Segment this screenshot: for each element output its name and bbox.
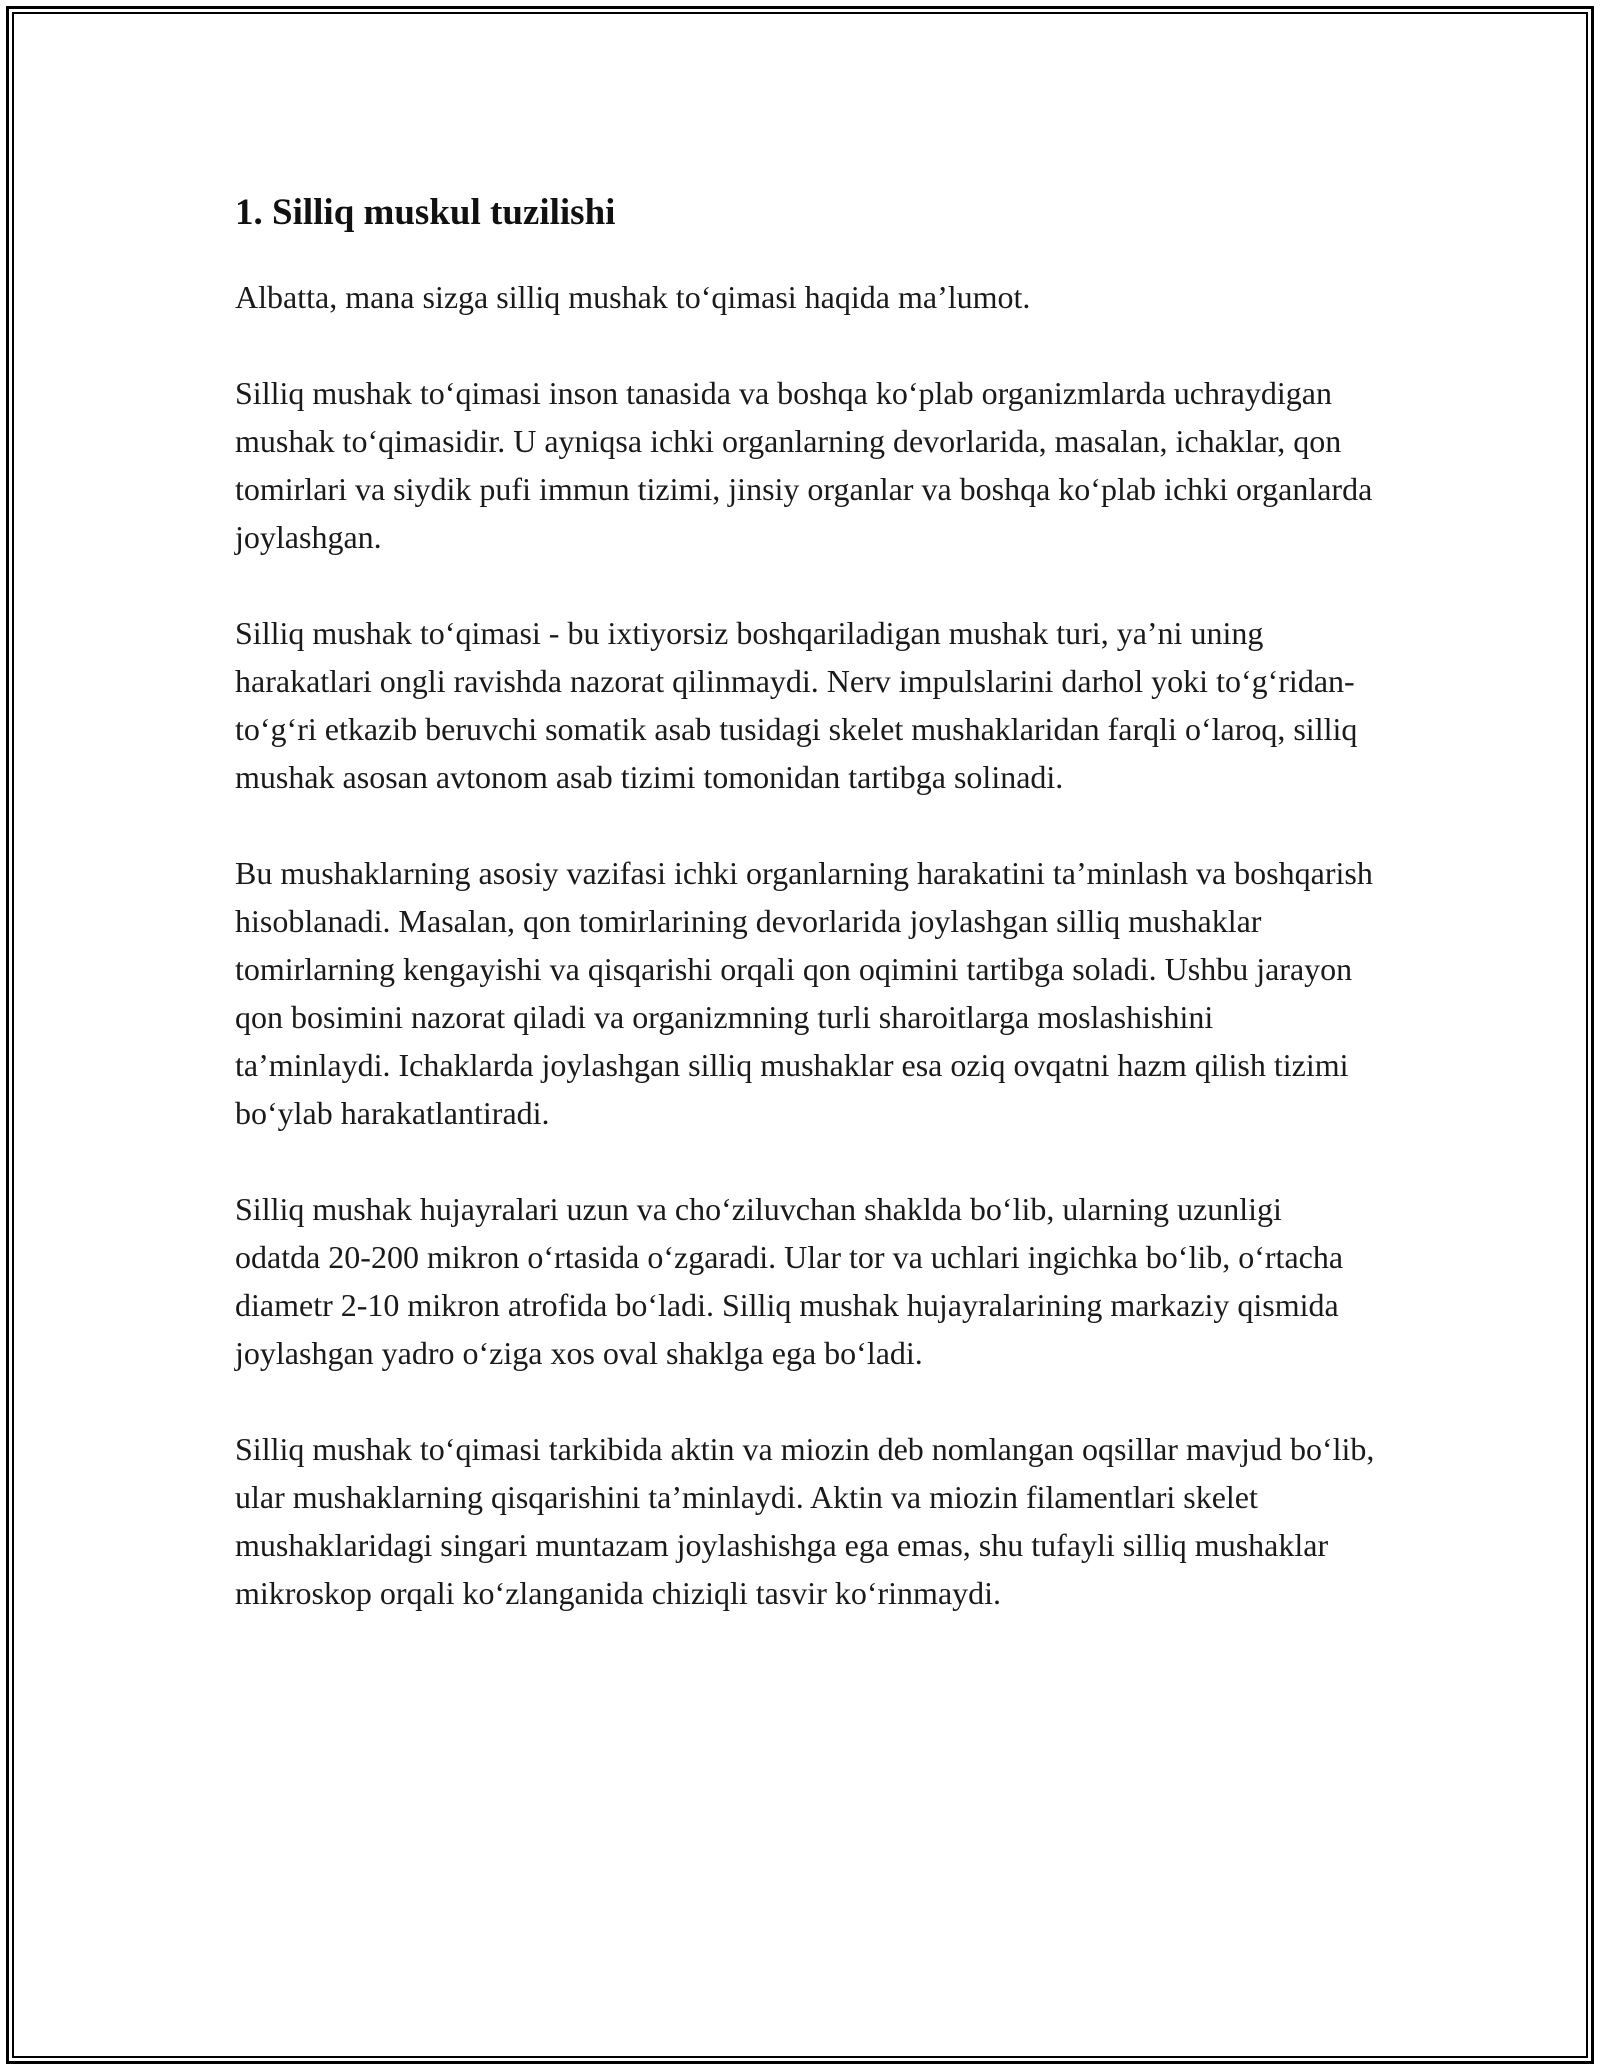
paragraph-cell-shape: Silliq mushak hujayralari uzun va cho‘ziluvchan shaklda bo‘lib, ularning uzunligi odatda 20-200 mikron o‘rtasida o‘zgaradi. Ular tor va uchlari ingichka bo‘lib, o‘rtacha diametr 2-10 mikron atrofida bo‘ladi. Silliq mushak hujayralarining markaziy qismida joylashgan yadro o‘ziga xos oval shaklga ega bo‘ladi. [235, 1191, 1344, 1371]
intro-paragraph: Albatta, mana sizga silliq mushak to‘qimasi haqida ma’lumot. [235, 279, 1031, 315]
paragraph-location: Silliq mushak to‘qimasi inson tanasida va boshqa ko‘plab organizmlarda uchraydigan mushak to‘qimasidir. U ayniqsa ichki organlarning devorlarida, masalan, ichaklar, qon tomirlari va siydik pufi immun tizimi, jinsiy organlar va boshqa ko‘plab ichki organlarda joylashgan. [235, 375, 1373, 555]
paragraph-involuntary-control: Silliq mushak to‘qimasi - bu ixtiyorsiz boshqariladigan mushak turi, ya’ni uning harakatlari ongli ravishda nazorat qilinmaydi. Nerv impulslarini darhol yoki to‘g‘ridan-to‘g‘ri etkazib beruvchi somatik asab tusidagi skelet mushaklaridan farqli o‘laroq, silliq mushak asosan avtonom asab tizimi tomonidan tartibga solinadi. [235, 615, 1358, 795]
document-body [235, 185, 1375, 1665]
section-heading: 1. Silliq muskul tuzilishi [235, 192, 616, 233]
paragraph-function: Bu mushaklarning asosiy vazifasi ichki organlarning harakatini ta’minlash va boshqarish hisoblanadi. Masalan, qon tomirlarining devorlarida joylashgan silliq mushaklar tomirlarning kengayishi va qisqarishi orqali qon oqimini tartibga soladi. Ushbu jarayon qon bosimini nazorat qiladi va organizmning turli sharoitlarga moslashishini ta’minlaydi. Ichaklarda joylashgan silliq mushaklar esa oziq ovqatni hazm qilish tizimi bo‘ylab harakatlantiradi. [235, 855, 1373, 1131]
paragraph-proteins: Silliq mushak to‘qimasi tarkibida aktin va miozin deb nomlangan oqsillar mavjud bo‘lib, ular mushaklarning qisqarishini ta’minlaydi. Aktin va miozin filamentlari skelet mushaklaridagi singari muntazam joylashishga ega emas, shu tufayli silliq mushaklar mikroskop orqali ko‘zlanganida chiziqli tasvir ko‘rinmaydi. [235, 1431, 1375, 1611]
